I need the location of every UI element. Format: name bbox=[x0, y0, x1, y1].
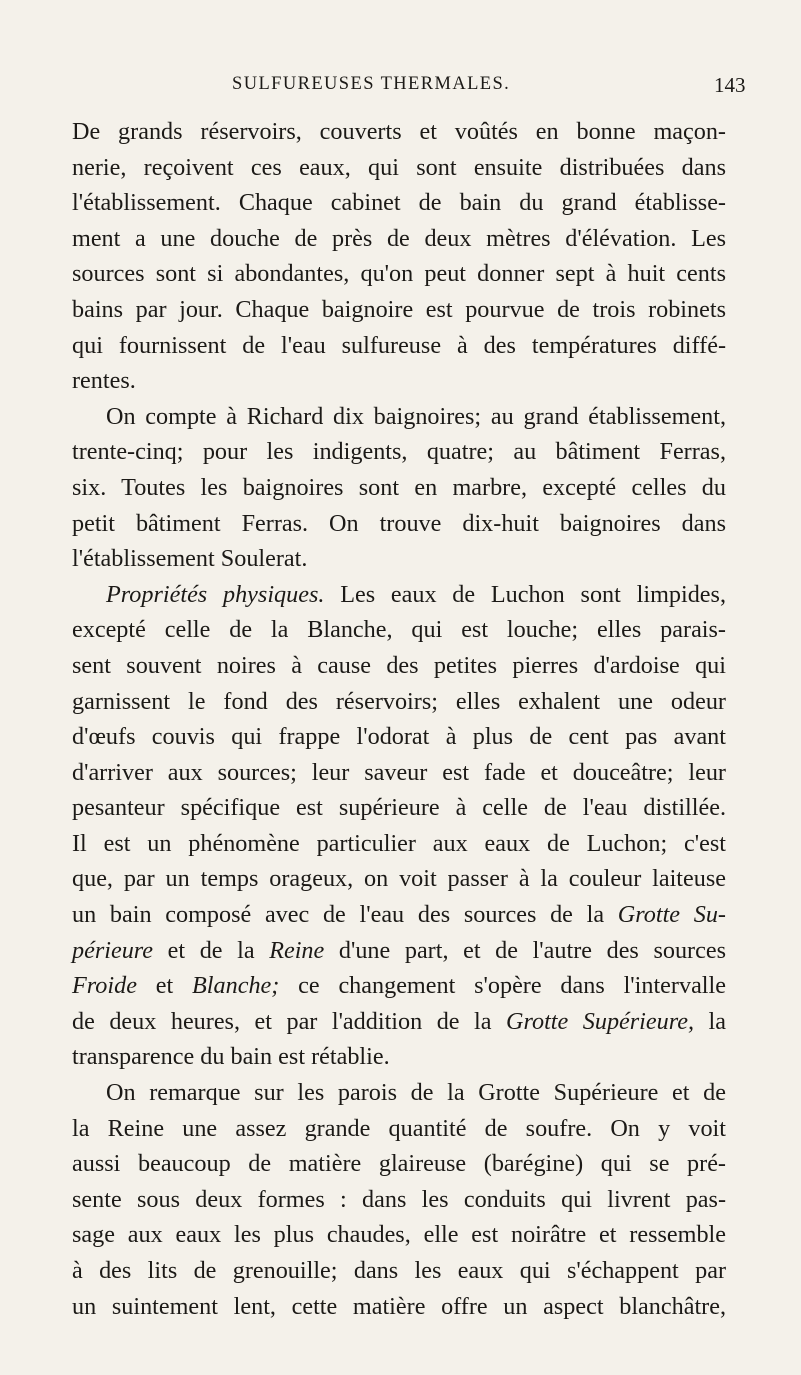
text-line bbox=[72, 1289, 726, 1325]
text-segment: un bain composé avec de l'eau des sources de la bbox=[72, 901, 618, 929]
text-segment: et bbox=[136, 972, 193, 1000]
text-segment: six. Toutes les baignoires sont en marbre, excepté celles du bbox=[72, 473, 726, 501]
text-segment: la Reine une assez grande quantité de soufre. On y voit bbox=[72, 1114, 726, 1142]
italic-text: Propriétés physiques. bbox=[106, 580, 325, 608]
text-line bbox=[72, 221, 726, 257]
text-line bbox=[72, 719, 726, 755]
text-segment: l'établissement Soulerat. bbox=[72, 545, 308, 573]
italic-text: Blanche; bbox=[192, 972, 280, 1000]
text-line bbox=[72, 399, 726, 435]
text-line bbox=[72, 1004, 726, 1040]
text-line bbox=[72, 328, 726, 364]
text-segment: sente sous deux formes : dans les conduits qui livrent pas- bbox=[72, 1185, 726, 1213]
text-segment: garnissent le fond des réservoirs; elles exhalent une odeur bbox=[72, 687, 726, 715]
text-line bbox=[72, 648, 726, 684]
text-line bbox=[72, 1253, 726, 1289]
text-line bbox=[72, 684, 726, 720]
text-segment: que, par un temps orageux, on voit passer à la couleur laiteuse bbox=[72, 865, 726, 893]
text-line bbox=[72, 1075, 726, 1111]
text-segment: sage aux eaux les plus chaudes, elle est noirâtre et ressemble bbox=[72, 1221, 726, 1249]
text-line bbox=[72, 861, 726, 897]
running-head bbox=[0, 74, 801, 104]
running-title: SULFUREUSES THERMALES. bbox=[232, 74, 511, 94]
text-segment: trente-cinq; pour les indigents, quatre; au bâtiment Ferras, bbox=[72, 438, 726, 466]
text-segment: sent souvent noires à cause des petites pierres d'ardoise qui bbox=[72, 651, 726, 679]
text-line bbox=[72, 1217, 726, 1253]
text-line bbox=[72, 434, 726, 470]
text-segment: bains par jour. Chaque baignoire est pourvue de trois robinets bbox=[72, 295, 726, 323]
italic-text: Grotte Supérieure, bbox=[506, 1007, 695, 1035]
text-line bbox=[72, 470, 726, 506]
text-line bbox=[72, 755, 726, 791]
text-line bbox=[72, 1182, 726, 1218]
text-segment: petit bâtiment Ferras. On trouve dix-huit baignoires dans bbox=[72, 509, 726, 537]
text-line bbox=[72, 826, 726, 862]
text-line bbox=[72, 185, 726, 221]
text-line bbox=[72, 506, 726, 542]
page-number: 143 bbox=[714, 73, 746, 97]
text-segment: et de la bbox=[153, 936, 270, 964]
italic-text: Reine bbox=[269, 936, 325, 964]
italic-text: Grotte Su- bbox=[617, 901, 726, 929]
text-segment: l'établissement. Chaque cabinet de bain du grand établisse- bbox=[72, 189, 726, 217]
text-line bbox=[72, 612, 726, 648]
text-segment: excepté celle de la Blanche, qui est louche; elles parais- bbox=[72, 616, 726, 644]
text-line bbox=[72, 114, 726, 150]
text-line bbox=[72, 1039, 726, 1075]
text-segment: un suintement lent, cette matière offre un aspect blanchâtre, bbox=[72, 1292, 726, 1320]
text-segment: nerie, reçoivent ces eaux, qui sont ensuite distribuées dans bbox=[72, 153, 726, 181]
body-text bbox=[72, 114, 726, 1324]
italic-text: périeure bbox=[72, 936, 154, 964]
text-line bbox=[72, 150, 726, 186]
text-segment: Il est un phénomène particulier aux eaux de Luchon; c'est bbox=[72, 829, 726, 857]
text-segment: pesanteur spécifique est supérieure à celle de l'eau distillée. bbox=[72, 794, 726, 822]
text-segment: la bbox=[694, 1007, 726, 1035]
text-segment: sources sont si abondantes, qu'on peut donner sept à huit cents bbox=[72, 260, 726, 288]
text-segment: qui fournissent de l'eau sulfureuse à des températures diffé- bbox=[72, 331, 726, 359]
text-line bbox=[72, 256, 726, 292]
text-line bbox=[72, 577, 726, 613]
text-segment: à des lits de grenouille; dans les eaux qui s'échappent par bbox=[72, 1257, 726, 1284]
text-line bbox=[72, 790, 726, 826]
text-line bbox=[72, 968, 726, 1004]
text-line bbox=[72, 933, 726, 969]
text-segment: rentes. bbox=[72, 367, 136, 395]
text-segment: transparence du bain est rétablie. bbox=[72, 1043, 390, 1071]
text-segment: aussi beaucoup de matière glaireuse (barégine) qui se pré- bbox=[72, 1150, 726, 1178]
text-segment: d'arriver aux sources; leur saveur est fade et douceâtre; leur bbox=[72, 758, 726, 786]
text-segment: ment a une douche de près de deux mètres d'élévation. Les bbox=[72, 224, 726, 252]
text-line bbox=[72, 541, 726, 577]
text-segment: On compte à Richard dix baignoires; au grand établissement, bbox=[106, 402, 726, 430]
text-segment: ce changement s'opère dans l'intervalle bbox=[279, 972, 726, 1000]
text-line bbox=[72, 1111, 726, 1147]
text-segment: On remarque sur les parois de la Grotte Supérieure et de bbox=[106, 1079, 726, 1107]
text-line bbox=[72, 292, 726, 328]
text-line bbox=[72, 363, 726, 399]
text-line bbox=[72, 897, 726, 933]
italic-text: Froide bbox=[72, 972, 137, 1000]
text-segment: d'œufs couvis qui frappe l'odorat à plus de cent pas avant bbox=[72, 723, 726, 751]
text-segment: de deux heures, et par l'addition de la bbox=[72, 1007, 506, 1035]
text-segment: Les eaux de Luchon sont limpides, bbox=[324, 580, 726, 608]
text-segment: d'une part, et de l'autre des sources bbox=[324, 936, 726, 964]
text-line bbox=[72, 1146, 726, 1182]
text-segment: De grands réservoirs, couverts et voûtés en bonne maçon- bbox=[72, 118, 726, 145]
